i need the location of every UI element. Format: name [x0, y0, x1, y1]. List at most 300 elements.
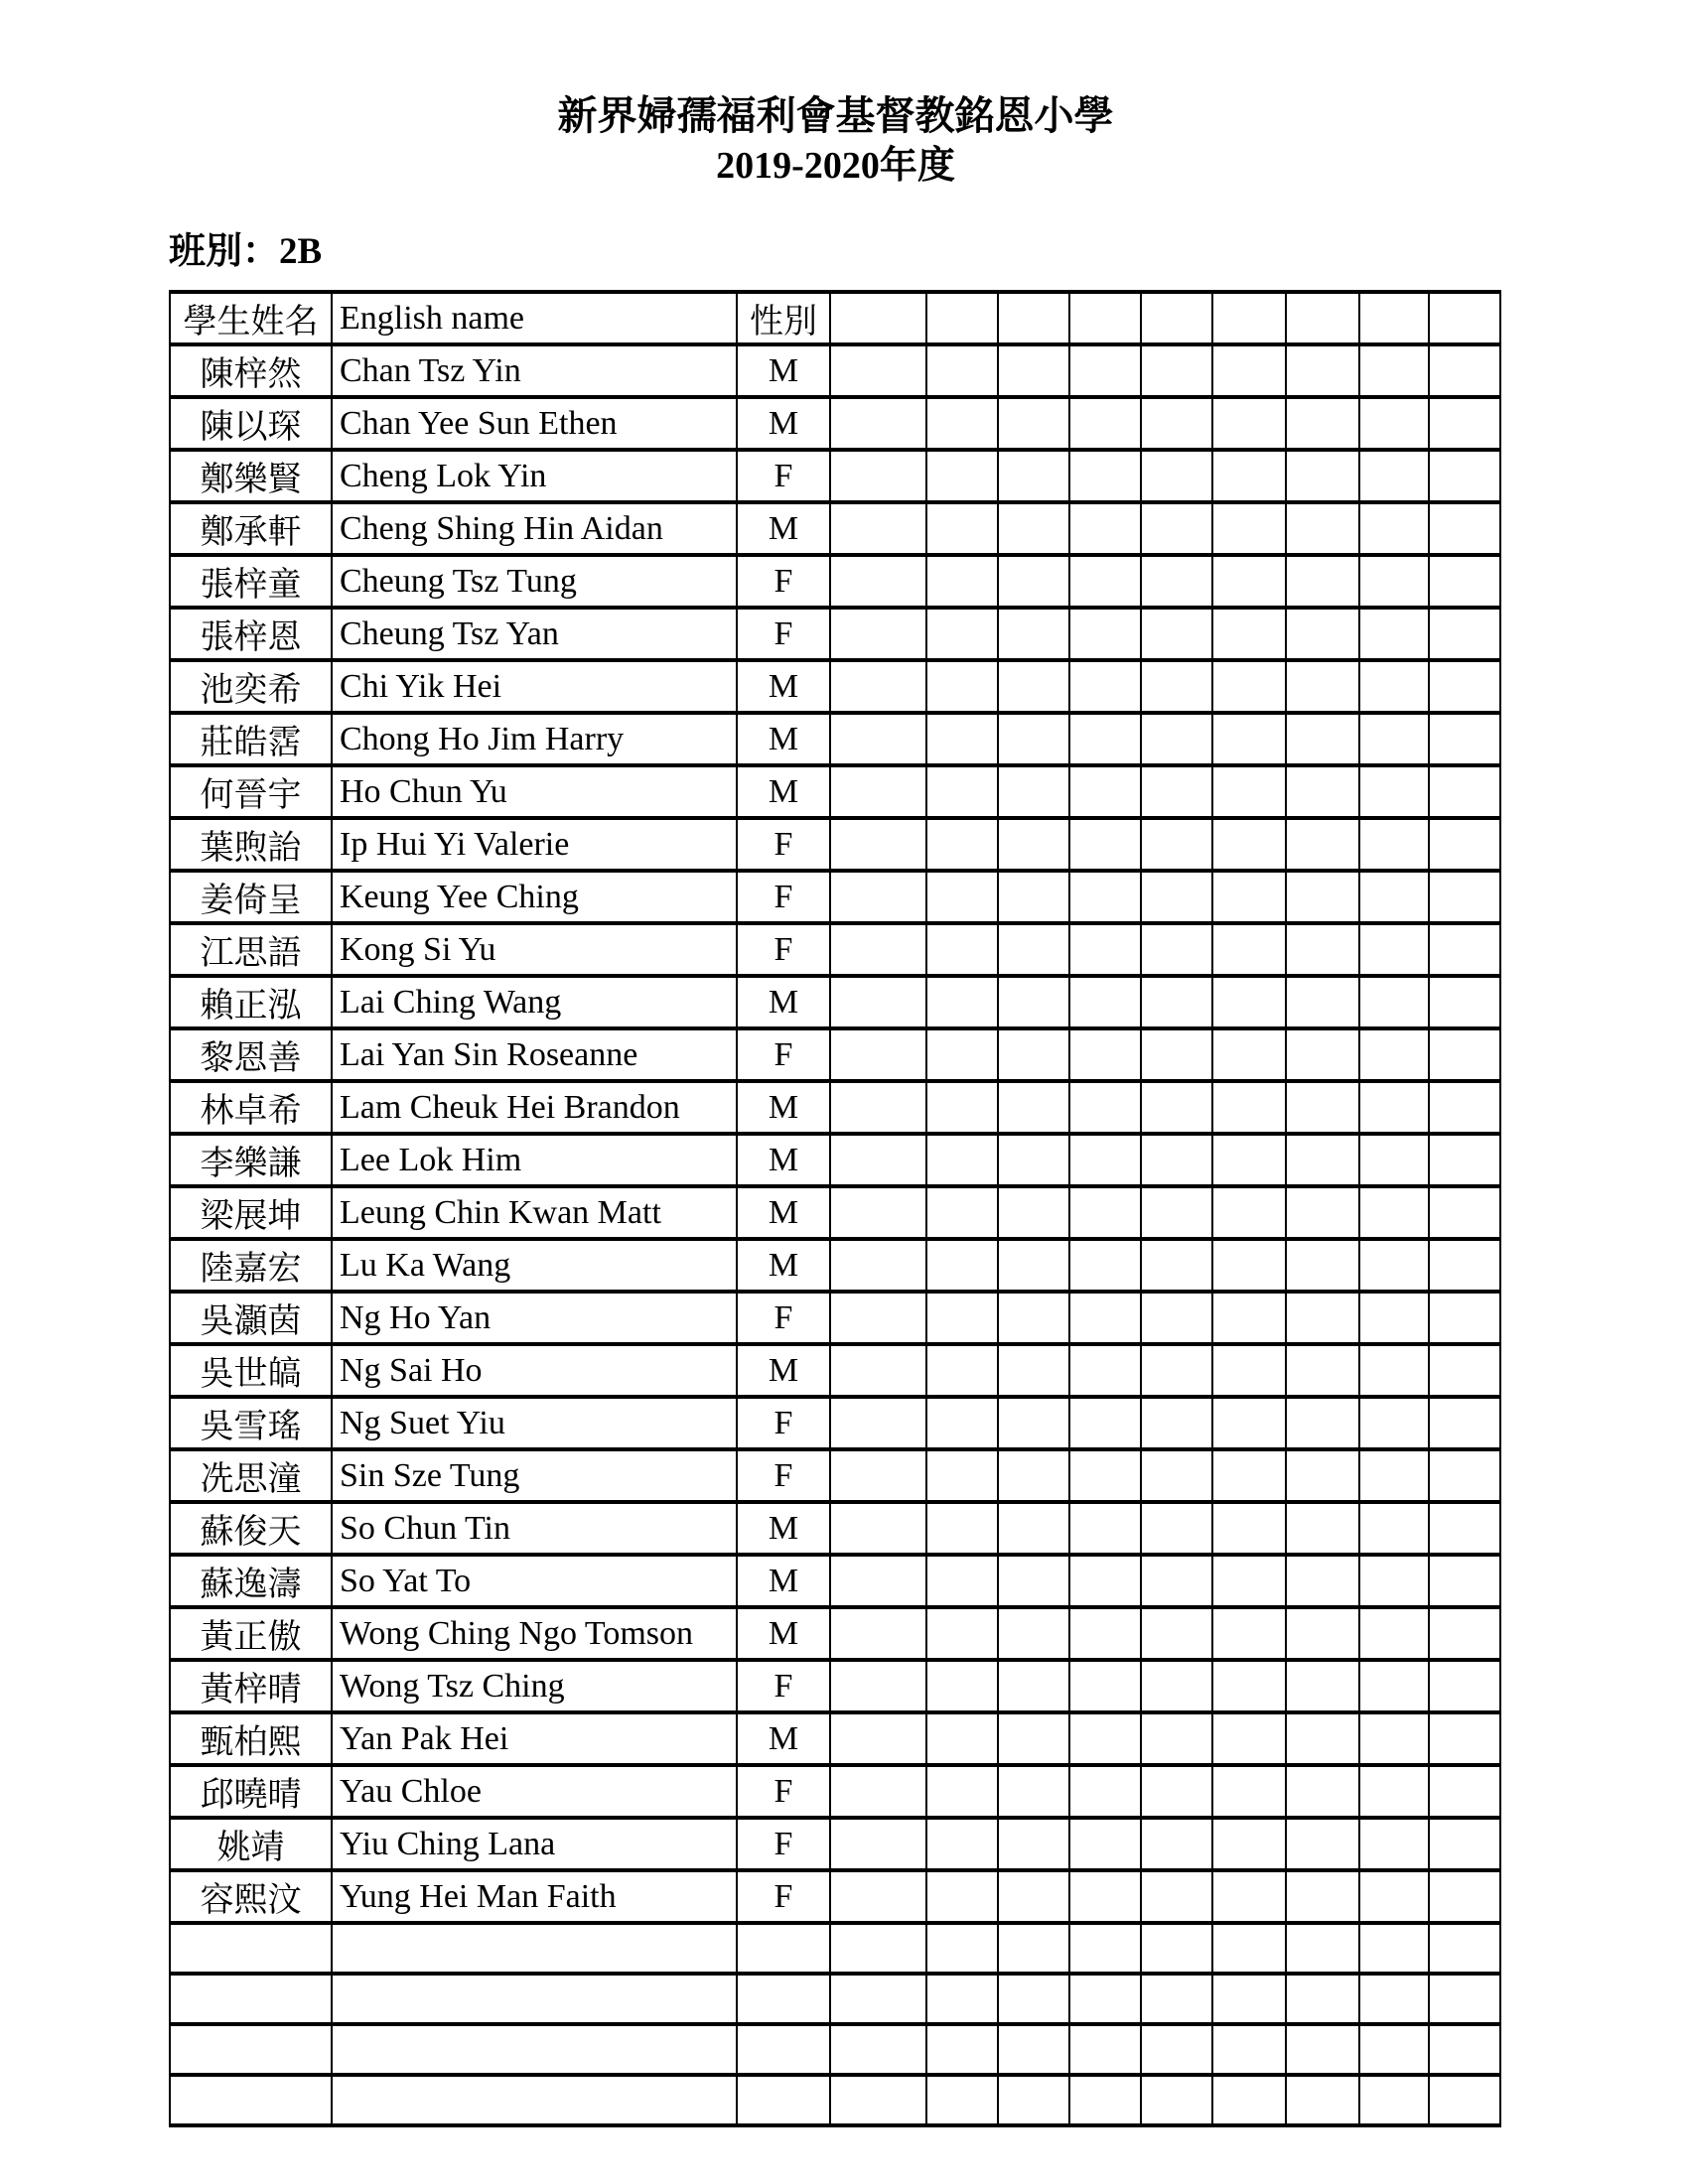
empty-cell: [1069, 923, 1141, 976]
empty-cell: [1212, 608, 1286, 660]
student-row: [170, 1292, 1500, 1344]
empty-cell: [998, 1134, 1069, 1186]
empty-cell: [1286, 1239, 1359, 1292]
chinese-name-cell: 鄭承軒: [170, 502, 332, 555]
empty-cell: [1069, 1870, 1141, 1923]
empty-cell: [170, 2075, 332, 2125]
empty-cell: [1069, 1028, 1141, 1081]
student-row: [170, 871, 1500, 923]
gender-cell: M: [737, 1081, 830, 1134]
gender-cell: M: [737, 344, 830, 397]
gender-cell: F: [737, 1660, 830, 1712]
empty-cell: [1069, 1239, 1141, 1292]
empty-cell: [830, 1870, 926, 1923]
gender-cell: M: [737, 765, 830, 818]
empty-cell: [998, 1712, 1069, 1765]
empty-cell: [926, 1292, 998, 1344]
student-row: [170, 502, 1500, 555]
empty-cell: [1069, 1818, 1141, 1870]
empty-cell: [998, 1818, 1069, 1870]
chinese-name-cell: 梁展坤: [170, 1186, 332, 1239]
empty-cell: [1069, 1344, 1141, 1397]
student-row: [170, 1712, 1500, 1765]
english-name-cell: Lai Yan Sin Roseanne: [332, 1028, 737, 1081]
gender-cell: F: [737, 818, 830, 871]
empty-cell: [737, 1974, 830, 2024]
chinese-name-cell: 容熙汶: [170, 1870, 332, 1923]
empty-cell: [1069, 1502, 1141, 1555]
chinese-name-header: 學生姓名: [170, 292, 332, 344]
empty-cell: [1069, 397, 1141, 450]
empty-cell: [1359, 1660, 1429, 1712]
empty-cell: [830, 1923, 926, 1974]
empty-cell: [926, 292, 998, 344]
empty-cell: [998, 292, 1069, 344]
empty-cell: [926, 1870, 998, 1923]
empty-cell: [998, 1870, 1069, 1923]
empty-cell: [926, 1239, 998, 1292]
student-row: [170, 608, 1500, 660]
chinese-name-cell: 葉煦詒: [170, 818, 332, 871]
empty-cell: [1359, 713, 1429, 765]
chinese-name-cell: 何晉宇: [170, 765, 332, 818]
empty-cell: [1286, 1923, 1359, 1974]
empty-cell: [1141, 1818, 1212, 1870]
empty-cell: [1429, 2075, 1500, 2125]
empty-cell: [1286, 397, 1359, 450]
empty-cell: [1141, 450, 1212, 502]
empty-cell: [998, 344, 1069, 397]
gender-cell: M: [737, 1239, 830, 1292]
empty-cell: [830, 976, 926, 1028]
empty-cell: [1359, 660, 1429, 713]
empty-cell: [830, 1607, 926, 1660]
empty-cell: [998, 1397, 1069, 1449]
empty-cell: [1141, 397, 1212, 450]
empty-cell: [1212, 871, 1286, 923]
empty-cell: [1429, 1712, 1500, 1765]
student-row: [170, 1555, 1500, 1607]
empty-cell: [1429, 1239, 1500, 1292]
english-name-cell: So Yat To: [332, 1555, 737, 1607]
empty-cell: [1212, 2024, 1286, 2075]
empty-cell: [1429, 292, 1500, 344]
empty-cell: [1069, 1292, 1141, 1344]
student-row: [170, 1134, 1500, 1186]
chinese-name-cell: 李樂謙: [170, 1134, 332, 1186]
empty-cell: [1141, 1449, 1212, 1502]
empty-cell: [332, 1974, 737, 2024]
empty-cell: [830, 344, 926, 397]
empty-cell: [926, 555, 998, 608]
empty-cell: [1141, 1974, 1212, 2024]
chinese-name-cell: 吳雪瑤: [170, 1397, 332, 1449]
empty-cell: [1069, 818, 1141, 871]
empty-cell: [926, 1502, 998, 1555]
gender-cell: F: [737, 1870, 830, 1923]
empty-cell: [1429, 871, 1500, 923]
student-row: [170, 976, 1500, 1028]
gender-cell: M: [737, 660, 830, 713]
empty-cell: [926, 2075, 998, 2125]
empty-cell: [1429, 1502, 1500, 1555]
empty-cell: [332, 2075, 737, 2125]
empty-cell: [1359, 344, 1429, 397]
empty-cell: [170, 1923, 332, 1974]
gender-cell: M: [737, 1134, 830, 1186]
empty-cell: [1069, 1081, 1141, 1134]
gender-cell: M: [737, 1186, 830, 1239]
empty-cell: [1359, 555, 1429, 608]
empty-cell: [1141, 608, 1212, 660]
empty-cell: [737, 1923, 830, 1974]
chinese-name-cell: 蘇俊天: [170, 1502, 332, 1555]
gender-cell: F: [737, 1292, 830, 1344]
gender-cell: F: [737, 923, 830, 976]
empty-cell: [1141, 1344, 1212, 1397]
chinese-name-cell: 姚靖: [170, 1818, 332, 1870]
empty-cell: [1141, 660, 1212, 713]
empty-cell: [830, 2075, 926, 2125]
chinese-name-cell: 冼思潼: [170, 1449, 332, 1502]
empty-cell: [1359, 1239, 1429, 1292]
empty-cell: [1069, 608, 1141, 660]
empty-cell: [1212, 1344, 1286, 1397]
english-name-cell: Keung Yee Ching: [332, 871, 737, 923]
empty-cell: [998, 2075, 1069, 2125]
empty-cell: [998, 397, 1069, 450]
empty-cell: [1141, 502, 1212, 555]
empty-cell: [1069, 1765, 1141, 1818]
empty-cell: [1212, 1292, 1286, 1344]
empty-cell: [1141, 1134, 1212, 1186]
empty-cell: [926, 818, 998, 871]
empty-cell: [1359, 923, 1429, 976]
english-name-cell: Ng Sai Ho: [332, 1344, 737, 1397]
empty-cell: [1286, 1712, 1359, 1765]
empty-cell: [1212, 1028, 1286, 1081]
empty-cell: [1359, 1397, 1429, 1449]
empty-cell: [830, 1292, 926, 1344]
english-name-cell: Ng Ho Yan: [332, 1292, 737, 1344]
english-name-cell: Sin Sze Tung: [332, 1449, 737, 1502]
empty-cell: [1286, 1974, 1359, 2024]
empty-cell: [1069, 2075, 1141, 2125]
student-row: [170, 1397, 1500, 1449]
empty-cell: [998, 1292, 1069, 1344]
empty-cell: [1212, 1449, 1286, 1502]
empty-cell: [1212, 1870, 1286, 1923]
empty-cell: [1359, 2024, 1429, 2075]
empty-cell: [1212, 397, 1286, 450]
gender-cell: F: [737, 608, 830, 660]
empty-cell: [1286, 502, 1359, 555]
empty-cell: [1141, 1765, 1212, 1818]
empty-cell: [1359, 1186, 1429, 1239]
empty-cell: [1212, 1239, 1286, 1292]
gender-cell: M: [737, 1555, 830, 1607]
header-row: [170, 292, 1500, 344]
chinese-name-cell: 林卓希: [170, 1081, 332, 1134]
english-name-cell: Chi Yik Hei: [332, 660, 737, 713]
empty-cell: [1212, 1502, 1286, 1555]
empty-cell: [1069, 1660, 1141, 1712]
empty-cell: [1069, 292, 1141, 344]
empty-cell: [1141, 1292, 1212, 1344]
school-name-title: 新界婦孺福利會基督教銘恩小學: [557, 93, 1114, 138]
empty-cell: [1212, 344, 1286, 397]
empty-cell: [1069, 1607, 1141, 1660]
empty-cell: [998, 555, 1069, 608]
empty-cell: [1359, 1923, 1429, 1974]
empty-cell: [926, 344, 998, 397]
empty-cell: [1286, 713, 1359, 765]
empty-cell: [1212, 1765, 1286, 1818]
chinese-name-cell: 黃梓晴: [170, 1660, 332, 1712]
english-name-cell: Chan Tsz Yin: [332, 344, 737, 397]
empty-cell: [926, 450, 998, 502]
empty-cell: [1141, 292, 1212, 344]
english-name-cell: Cheng Lok Yin: [332, 450, 737, 502]
empty-cell: [1286, 344, 1359, 397]
blank-row: [170, 2075, 1500, 2125]
empty-cell: [1069, 1449, 1141, 1502]
empty-cell: [1429, 713, 1500, 765]
chinese-name-cell: 甄柏熙: [170, 1712, 332, 1765]
empty-cell: [926, 1660, 998, 1712]
empty-cell: [830, 397, 926, 450]
empty-cell: [1429, 1081, 1500, 1134]
empty-cell: [1141, 976, 1212, 1028]
student-row: [170, 397, 1500, 450]
empty-cell: [1286, 660, 1359, 713]
empty-cell: [1212, 2075, 1286, 2125]
empty-cell: [1212, 660, 1286, 713]
empty-cell: [170, 1974, 332, 2024]
empty-cell: [830, 660, 926, 713]
empty-cell: [830, 1712, 926, 1765]
gender-cell: F: [737, 450, 830, 502]
empty-cell: [1429, 1292, 1500, 1344]
empty-cell: [1286, 1028, 1359, 1081]
empty-cell: [332, 2024, 737, 2075]
empty-cell: [1141, 2075, 1212, 2125]
empty-cell: [1141, 1397, 1212, 1449]
empty-cell: [1429, 2024, 1500, 2075]
student-row: [170, 1502, 1500, 1555]
empty-cell: [1212, 502, 1286, 555]
chinese-name-cell: 池奕希: [170, 660, 332, 713]
empty-cell: [1286, 1502, 1359, 1555]
empty-cell: [1286, 292, 1359, 344]
empty-cell: [926, 976, 998, 1028]
student-row: [170, 1028, 1500, 1081]
english-name-cell: Lu Ka Wang: [332, 1239, 737, 1292]
empty-cell: [1286, 976, 1359, 1028]
chinese-name-cell: 姜倚呈: [170, 871, 332, 923]
empty-cell: [1141, 713, 1212, 765]
empty-cell: [926, 713, 998, 765]
empty-cell: [1429, 1344, 1500, 1397]
empty-cell: [1069, 871, 1141, 923]
empty-cell: [1212, 1660, 1286, 1712]
empty-cell: [830, 871, 926, 923]
empty-cell: [998, 1344, 1069, 1397]
empty-cell: [926, 1344, 998, 1397]
empty-cell: [926, 1081, 998, 1134]
empty-cell: [737, 2075, 830, 2125]
empty-cell: [1141, 765, 1212, 818]
empty-cell: [1429, 502, 1500, 555]
gender-cell: M: [737, 976, 830, 1028]
empty-cell: [830, 292, 926, 344]
gender-cell: M: [737, 1607, 830, 1660]
class-label: 班別：: [169, 231, 279, 272]
empty-cell: [830, 1765, 926, 1818]
empty-cell: [1429, 344, 1500, 397]
empty-cell: [926, 1134, 998, 1186]
empty-cell: [1429, 1765, 1500, 1818]
student-row: [170, 713, 1500, 765]
empty-cell: [926, 1974, 998, 2024]
student-row: [170, 1660, 1500, 1712]
empty-cell: [1359, 1712, 1429, 1765]
student-row: [170, 1239, 1500, 1292]
empty-cell: [830, 2024, 926, 2075]
gender-cell: F: [737, 1449, 830, 1502]
empty-cell: [998, 713, 1069, 765]
empty-cell: [998, 450, 1069, 502]
empty-cell: [1286, 1818, 1359, 1870]
empty-cell: [830, 923, 926, 976]
empty-cell: [1212, 1555, 1286, 1607]
empty-cell: [830, 1081, 926, 1134]
empty-cell: [998, 608, 1069, 660]
empty-cell: [1212, 818, 1286, 871]
empty-cell: [926, 1186, 998, 1239]
empty-cell: [1212, 765, 1286, 818]
empty-cell: [1141, 871, 1212, 923]
empty-cell: [998, 1765, 1069, 1818]
empty-cell: [1359, 502, 1429, 555]
student-row: [170, 818, 1500, 871]
empty-cell: [1141, 1660, 1212, 1712]
student-row: [170, 923, 1500, 976]
empty-cell: [1429, 608, 1500, 660]
gender-cell: M: [737, 397, 830, 450]
empty-cell: [830, 608, 926, 660]
empty-cell: [1141, 1028, 1212, 1081]
empty-cell: [1359, 1607, 1429, 1660]
empty-cell: [1359, 1081, 1429, 1134]
empty-cell: [830, 1818, 926, 1870]
student-row: [170, 1818, 1500, 1870]
empty-cell: [1212, 450, 1286, 502]
empty-cell: [998, 1607, 1069, 1660]
empty-cell: [170, 2024, 332, 2075]
chinese-name-cell: 張梓恩: [170, 608, 332, 660]
empty-cell: [1286, 1344, 1359, 1397]
empty-cell: [1286, 871, 1359, 923]
empty-cell: [1141, 555, 1212, 608]
empty-cell: [998, 976, 1069, 1028]
empty-cell: [1212, 1923, 1286, 1974]
english-name-cell: Leung Chin Kwan Matt: [332, 1186, 737, 1239]
empty-cell: [998, 1974, 1069, 2024]
empty-cell: [1286, 2075, 1359, 2125]
empty-cell: [830, 1660, 926, 1712]
student-row: [170, 1607, 1500, 1660]
english-name-header: English name: [332, 292, 737, 344]
empty-cell: [1069, 765, 1141, 818]
empty-cell: [1359, 450, 1429, 502]
student-table-body: [170, 292, 1500, 2125]
empty-cell: [1286, 1081, 1359, 1134]
english-name-cell: Cheng Shing Hin Aidan: [332, 502, 737, 555]
empty-cell: [830, 502, 926, 555]
empty-cell: [830, 1397, 926, 1449]
empty-cell: [1359, 1765, 1429, 1818]
empty-cell: [1359, 1292, 1429, 1344]
empty-cell: [1286, 923, 1359, 976]
chinese-name-cell: 蘇逸濤: [170, 1555, 332, 1607]
empty-cell: [1429, 923, 1500, 976]
chinese-name-cell: 黎恩善: [170, 1028, 332, 1081]
empty-cell: [1359, 397, 1429, 450]
chinese-name-cell: 陳梓然: [170, 344, 332, 397]
student-row: [170, 1344, 1500, 1397]
chinese-name-cell: 黃正傲: [170, 1607, 332, 1660]
empty-cell: [1429, 1974, 1500, 2024]
class-line: [169, 220, 322, 274]
empty-cell: [1286, 1555, 1359, 1607]
empty-cell: [926, 1765, 998, 1818]
empty-cell: [830, 1502, 926, 1555]
class-value: 2B: [279, 231, 323, 272]
empty-cell: [1141, 1923, 1212, 1974]
english-name-cell: Cheung Tsz Yan: [332, 608, 737, 660]
gender-cell: M: [737, 713, 830, 765]
empty-cell: [830, 713, 926, 765]
english-name-cell: Ho Chun Yu: [332, 765, 737, 818]
empty-cell: [1141, 1502, 1212, 1555]
empty-cell: [998, 2024, 1069, 2075]
empty-cell: [1212, 1081, 1286, 1134]
gender-cell: F: [737, 555, 830, 608]
empty-cell: [998, 660, 1069, 713]
empty-cell: [1429, 765, 1500, 818]
student-row: [170, 344, 1500, 397]
empty-cell: [1069, 555, 1141, 608]
empty-cell: [926, 765, 998, 818]
empty-cell: [1069, 450, 1141, 502]
empty-cell: [1286, 1765, 1359, 1818]
empty-cell: [926, 1397, 998, 1449]
student-row: [170, 555, 1500, 608]
gender-cell: F: [737, 1818, 830, 1870]
empty-cell: [1141, 1870, 1212, 1923]
student-row: [170, 1186, 1500, 1239]
chinese-name-cell: 莊皓霑: [170, 713, 332, 765]
empty-cell: [1069, 2024, 1141, 2075]
empty-cell: [1069, 1397, 1141, 1449]
empty-cell: [830, 1974, 926, 2024]
empty-cell: [1286, 1660, 1359, 1712]
student-row: [170, 450, 1500, 502]
english-name-cell: Wong Ching Ngo Tomson: [332, 1607, 737, 1660]
empty-cell: [998, 765, 1069, 818]
english-name-cell: Lam Cheuk Hei Brandon: [332, 1081, 737, 1134]
